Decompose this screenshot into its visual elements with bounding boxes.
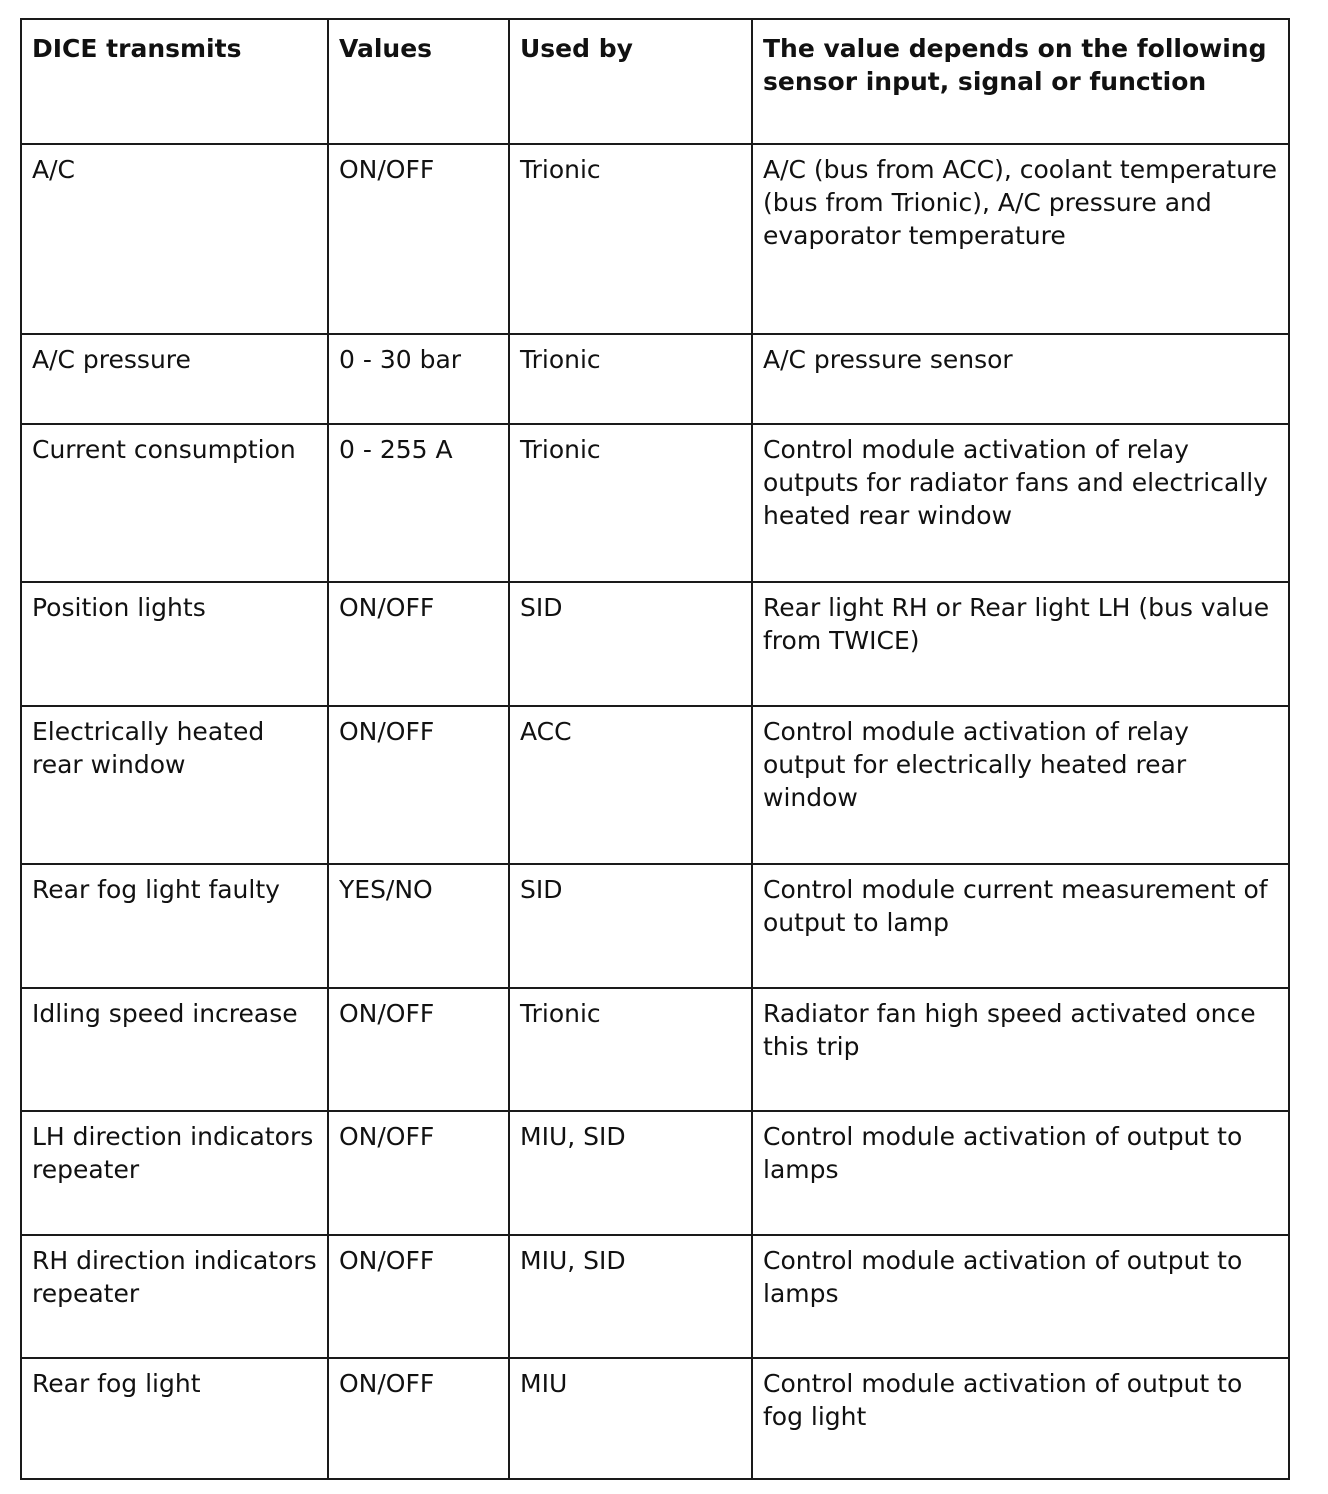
table-row [21,1358,1289,1479]
cell-depends-on: Radiator fan high speed activated once this trip [752,988,1289,1111]
dice-transmits-table [20,18,1290,1480]
cell-transmits: LH direction indicators repeater [21,1111,328,1235]
cell-values: ON/OFF [328,144,509,334]
table-row [21,144,1289,334]
cell-transmits: Idling speed increase [21,988,328,1111]
cell-used-by: MIU, SID [509,1235,752,1358]
cell-depends-on: Control module activation of output to fog light [752,1358,1289,1479]
cell-used-by: Trionic [509,988,752,1111]
cell-transmits: A/C [21,144,328,334]
header-cell-transmits: DICE transmits [21,19,328,144]
header-cell-depends-on: The value depends on the following sensor input, signal or function [752,19,1289,144]
table-row [21,334,1289,424]
cell-values: YES/NO [328,864,509,988]
cell-used-by: Trionic [509,424,752,582]
cell-values: ON/OFF [328,1358,509,1479]
cell-used-by: SID [509,582,752,706]
cell-used-by: Trionic [509,334,752,424]
cell-depends-on: Control module activation of relay outputs for radiator fans and electrically heated rear window [752,424,1289,582]
table-row [21,1111,1289,1235]
header-cell-used-by: Used by [509,19,752,144]
cell-depends-on: Control module activation of output to lamps [752,1111,1289,1235]
cell-values: 0 - 255 A [328,424,509,582]
header-cell-values: Values [328,19,509,144]
cell-values: ON/OFF [328,988,509,1111]
table-row [21,864,1289,988]
cell-transmits: Rear fog light [21,1358,328,1479]
cell-used-by: MIU [509,1358,752,1479]
cell-values: ON/OFF [328,1111,509,1235]
table-row [21,582,1289,706]
table-row [21,1235,1289,1358]
cell-used-by: MIU, SID [509,1111,752,1235]
cell-transmits: RH direction indicators repeater [21,1235,328,1358]
cell-transmits: A/C pressure [21,334,328,424]
table-row [21,706,1289,864]
cell-values: ON/OFF [328,706,509,864]
cell-depends-on: Control module current measurement of output to lamp [752,864,1289,988]
cell-used-by: Trionic [509,144,752,334]
cell-depends-on: A/C pressure sensor [752,334,1289,424]
cell-values: ON/OFF [328,1235,509,1358]
cell-transmits: Current consumption [21,424,328,582]
table-row [21,424,1289,582]
cell-used-by: SID [509,864,752,988]
cell-values: 0 - 30 bar [328,334,509,424]
cell-transmits: Position lights [21,582,328,706]
cell-depends-on: Rear light RH or Rear light LH (bus value from TWICE) [752,582,1289,706]
cell-values: ON/OFF [328,582,509,706]
cell-transmits: Electrically heated rear window [21,706,328,864]
cell-depends-on: Control module activation of relay output for electrically heated rear window [752,706,1289,864]
table-row [21,988,1289,1111]
cell-transmits: Rear fog light faulty [21,864,328,988]
cell-depends-on: A/C (bus from ACC), coolant temperature (bus from Trionic), A/C pressure and evaporator temperature [752,144,1289,334]
cell-depends-on: Control module activation of output to lamps [752,1235,1289,1358]
cell-used-by: ACC [509,706,752,864]
header-row [21,19,1289,144]
